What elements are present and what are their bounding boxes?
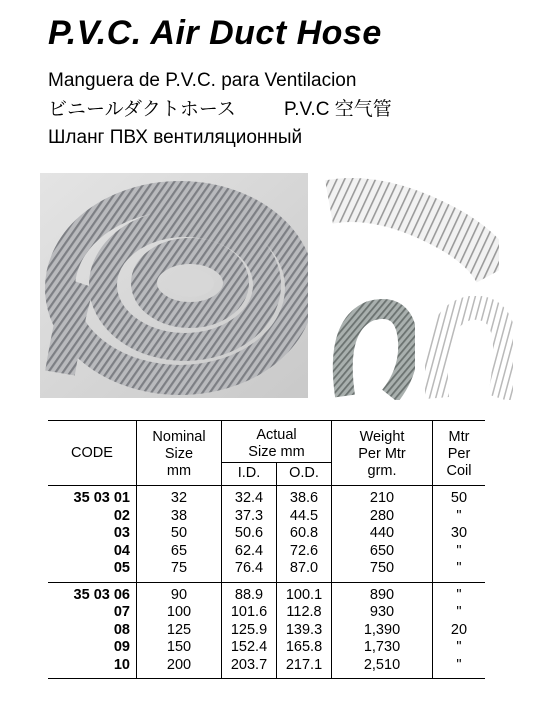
table-row: 10 200 203.7 217.1 2,510 " xyxy=(48,657,485,679)
table-row: 02 38 37.3 44.5 280 " xyxy=(48,508,485,526)
header-od: O.D. xyxy=(277,463,332,486)
table-row: 05 75 76.4 87.0 750 " xyxy=(48,560,485,582)
table-row: 35 03 01 32 32.4 38.6 210 50 xyxy=(48,486,485,508)
clear-hose-image xyxy=(324,172,499,284)
header-nominal: Nominal Size mm xyxy=(137,421,222,486)
table-row: 09 150 152.4 165.8 1,730 " xyxy=(48,639,485,657)
subtitle-japanese: ビニールダクトホース xyxy=(48,99,236,120)
subtitle-chinese: P.V.C 空气管 xyxy=(284,99,392,120)
page-title: P.V.C. Air Duct Hose xyxy=(48,14,382,52)
table-row: 35 03 06 90 88.9 100.1 890 " xyxy=(48,582,485,604)
subtitle-spanish: Manguera de P.V.C. para Ventilacion xyxy=(48,70,357,91)
header-actual: Actual Size mm xyxy=(222,421,332,463)
grey-hose-loop-image xyxy=(330,296,415,400)
grey-coiled-hose-image xyxy=(40,173,308,398)
subtitle-russian: Шланг ПВХ вентиляционный xyxy=(48,127,303,148)
header-mtr-per-coil: Mtr Per Coil xyxy=(433,421,486,486)
header-code: CODE xyxy=(71,444,113,461)
table-row: 04 65 62.4 72.6 650 " xyxy=(48,543,485,561)
spec-table xyxy=(48,420,485,679)
table-row: 08 125 125.9 139.3 1,390 20 xyxy=(48,622,485,640)
white-spiral-hose-image xyxy=(425,296,513,400)
header-weight: Weight Per Mtr grm. xyxy=(332,421,433,486)
table-row: 03 50 50.6 60.8 440 30 xyxy=(48,525,485,543)
header-id: I.D. xyxy=(222,463,277,486)
table-row: 07 100 101.6 112.8 930 " xyxy=(48,604,485,622)
